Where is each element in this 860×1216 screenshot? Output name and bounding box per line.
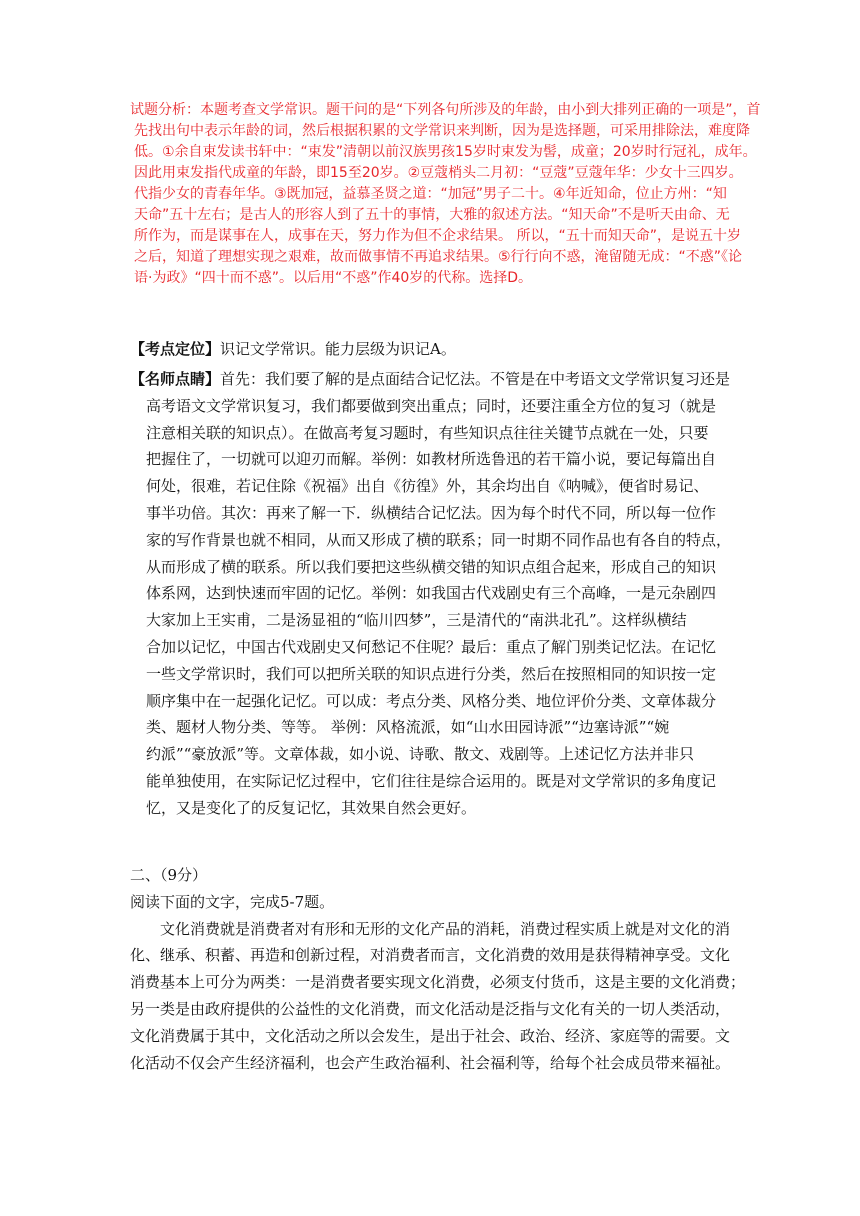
mingshi-line: 能单独使用，在实际记忆过程中，它们往往是综合运用的。既是对文学常识的多角度记 [146, 771, 717, 790]
analysis-line: 因此用束发指代成童的年龄，即15至20岁。②豆蔻梢头二月初：“豆蔻”豆蔻年华：少女十三四岁。 [134, 165, 743, 181]
mingshi-line: 忆，又是变化了的反复记忆，其效果自然会更好。 [146, 798, 477, 817]
analysis-line: 先找出句中表示年龄的词，然后根据积累的文学常识来判断，因为是选择题，可采用排除法，难度降 [134, 123, 750, 139]
mingshi-line: 约派”“豪放派”等。文章体裁，如小说、诗歌、散文、戏剧等。上述记忆方法并非只 [146, 745, 695, 764]
mingshi-line: 体系网，达到快速而牢固的记忆。举例：如我国古代戏剧史有三个高峰，一是元杂剧四 [146, 584, 717, 603]
kaodian-line [130, 336, 740, 363]
mingshi-line: 一些文学常识时，我们可以把所关联的知识点进行分类，然后在按照相同的知识按一定 [146, 664, 717, 683]
mingshi-line: 顺序集中在一起强化记忆。可以成：考点分类、风格分类、地位评价分类、文章体裁分 [146, 691, 717, 710]
analysis-line: 语·为政》“四十而不惑”。以后用“不惑”作40岁的代称。选择D。 [134, 270, 533, 286]
mingshi-line: 大家加上王实甫，二是汤显祖的“临川四梦”，三是清代的“南洪北孔”。这样纵横结 [146, 611, 687, 630]
passage-line: 文化消费属于其中，文化活动之所以会发生，是出于社会、政治、经济、家庭等的需要。文 [130, 1026, 731, 1045]
section-heading: 二、（9分） [130, 866, 208, 884]
mingshi-line: 注意相关联的知识点）。在做高考复习题时，有些知识点往往关键节点就在一处，只要 [146, 423, 709, 442]
mingshi-first-line [130, 366, 740, 393]
mingshi-line: 高考语文文学常识复习，我们都要做到突出重点；同时，还要注重全方位的复习（就是 [146, 396, 717, 415]
mingshi-line: 从而形成了横的联系。所以我们要把这些纵横交错的知识点组合起来，形成自己的知识 [146, 557, 717, 576]
kaodian-section [130, 336, 740, 363]
mingshi-line: 何处，很难，若记住除《祝福》出自《彷徨》外，其余均出自《呐喊》，便省时易记、 [146, 477, 709, 496]
analysis-line: 之后，知道了理想实现之艰难，故而做事情不再追求结果。⑤行行向不惑，淹留随无成：“不惑”《论 [134, 249, 743, 265]
kaodian-label: 【考点定位】 [130, 340, 221, 358]
passage-line: 化、继承、积蓄、再造和创新过程，对消费者而言，文化消费的效用是获得精神享受。文化 [130, 946, 731, 965]
passage-line: 化活动不仅会产生经济福利，也会产生政治福利、社会福利等，给每个社会成员带来福祉。 [130, 1053, 731, 1072]
analysis-line: 试题分析：本题考查文学常识。题干问的是“下列各句所涉及的年龄，由小到大排列正确的一项是”，首 [130, 102, 761, 118]
mingshi-line: 事半功倍。其次：再来了解一下．纵横结合记忆法。因为每个时代不同，所以每一位作 [146, 503, 717, 522]
analysis-line: 代指少女的青春年华。③既加冠，益慕圣贤之道：“加冠”男子二十。④年近知命，位止方州：“知 [134, 186, 727, 202]
mingshi-line: 类、题材人物分类、等等。 举例：风格流派，如“山水田园诗派”“边塞诗派”“婉 [146, 718, 670, 737]
instruction: 阅读下面的文字，完成5-7题。 [130, 892, 335, 911]
analysis-block [130, 100, 761, 289]
mingshi-line: 合加以记忆，中国古代戏剧史又何愁记不住呢？最后：重点了解门别类记忆法。在记忆 [146, 637, 717, 656]
mingshi-label: 【名师点睛】 [130, 370, 221, 388]
passage-line: 另一类是由政府提供的公益性的文化消费，而文化活动是泛指与文化有关的一切人类活动， [130, 999, 731, 1018]
reading-section [130, 862, 746, 1076]
mingshi-section [130, 366, 740, 822]
mingshi-first-text: 首先：我们要了解的是点面结合记忆法。不管是在中考语文文学常识复习还是 [220, 370, 731, 388]
passage-line: 消费基本上可分为两类：一是消费者要实现文化消费，必须支付货币，这是主要的文化消费； [130, 973, 746, 992]
mingshi-line: 把握住了，一切就可以迎刃而解。举例：如教材所选鲁迅的若干篇小说，要记每篇出自 [146, 450, 717, 469]
passage-line: 文化消费就是消费者对有形和无形的文化产品的消耗，消费过程实质上就是对文化的消 [160, 919, 731, 938]
mingshi-line: 家的写作背景也就不相同，从而又形成了横的联系；同一时期不同作品也有各自的特点， [146, 530, 732, 549]
analysis-line: 天命”五十左右；是古人的形容人到了五十的事情，大雅的叙述方法。“知天命”不是听天由命、无 [134, 207, 730, 223]
analysis-line: 低。①余自束发读书轩中：“束发”清朝以前汉族男孩15岁时束发为髻，成童；20岁时行冠礼，成年。 [134, 144, 757, 160]
analysis-line: 所作为，而是谋事在人，成事在天，努力作为但不企求结果。 所以，“五十而知天命”，是说五十岁 [134, 228, 741, 244]
kaodian-text: 识记文学常识。能力层级为识记A。 [220, 340, 456, 358]
